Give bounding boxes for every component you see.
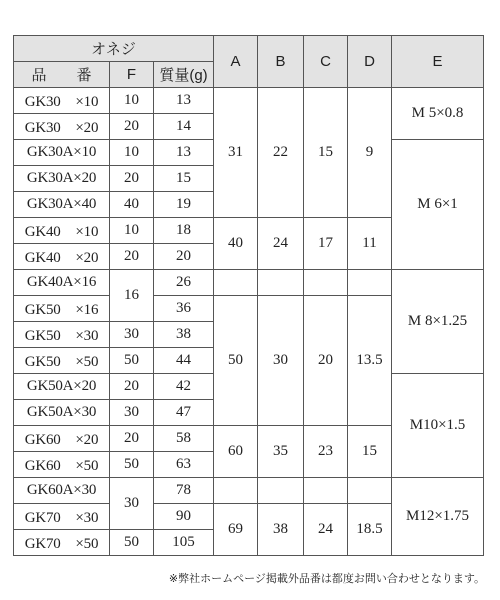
mass-cell: 26 — [154, 270, 214, 296]
mass-cell: 13 — [154, 140, 214, 166]
f-cell: 30 — [110, 400, 154, 426]
header-male-thread: オネジ — [14, 36, 214, 62]
mass-cell: 18 — [154, 218, 214, 244]
table-row — [14, 88, 484, 114]
part-number-cell: GK50 ×50 — [14, 348, 110, 374]
mass-cell: 14 — [154, 114, 214, 140]
part-number-cell: GK40 ×10 — [14, 218, 110, 244]
part-number-cell: GK30A×40 — [14, 192, 110, 218]
part-number-cell: GK60 ×50 — [14, 452, 110, 478]
mass-cell: 36 — [154, 296, 214, 322]
a-cell: 40 — [214, 218, 258, 270]
a-cell: 31 — [214, 88, 258, 218]
c-cell: 24 — [304, 504, 348, 556]
mass-cell: 42 — [154, 374, 214, 400]
d-cell: 11 — [348, 218, 392, 270]
part-number-cell: GK30 ×20 — [14, 114, 110, 140]
part-number-cell: GK60 ×20 — [14, 426, 110, 452]
mass-cell: 58 — [154, 426, 214, 452]
thread-size-cell: M 6×1 — [392, 140, 484, 270]
f-cell: 10 — [110, 140, 154, 166]
a-cell-empty — [214, 478, 258, 504]
thread-size-cell: M 8×1.25 — [392, 270, 484, 374]
part-number-cell: GK30 ×10 — [14, 88, 110, 114]
part-number-cell: GK50A×20 — [14, 374, 110, 400]
f-cell: 20 — [110, 166, 154, 192]
f-cell: 16 — [110, 270, 154, 322]
thread-size-cell: M 5×0.8 — [392, 88, 484, 140]
mass-cell: 63 — [154, 452, 214, 478]
b-cell: 22 — [258, 88, 304, 218]
thread-size-cell: M12×1.75 — [392, 478, 484, 556]
part-number-cell: GK70 ×30 — [14, 504, 110, 530]
f-cell: 20 — [110, 374, 154, 400]
mass-cell: 13 — [154, 88, 214, 114]
b-cell: 30 — [258, 296, 304, 426]
b-cell: 24 — [258, 218, 304, 270]
d-cell-empty — [348, 270, 392, 296]
f-cell: 50 — [110, 348, 154, 374]
part-number-cell: GK60A×30 — [14, 478, 110, 504]
d-cell: 9 — [348, 88, 392, 218]
c-cell: 15 — [304, 88, 348, 218]
part-number-cell: GK30A×20 — [14, 166, 110, 192]
mass-cell: 15 — [154, 166, 214, 192]
b-cell-empty — [258, 478, 304, 504]
f-cell: 30 — [110, 478, 154, 530]
header-f: F — [110, 62, 154, 88]
header-mass: 質量(g) — [154, 62, 214, 88]
a-cell: 69 — [214, 504, 258, 556]
mass-cell: 78 — [154, 478, 214, 504]
f-cell: 50 — [110, 530, 154, 556]
a-cell: 60 — [214, 426, 258, 478]
part-number-cell: GK50A×30 — [14, 400, 110, 426]
header-d: D — [348, 36, 392, 88]
f-cell: 50 — [110, 452, 154, 478]
part-number-cell: GK40 ×20 — [14, 244, 110, 270]
d-cell-empty — [348, 478, 392, 504]
b-cell: 35 — [258, 426, 304, 478]
a-cell: 50 — [214, 296, 258, 426]
mass-cell: 47 — [154, 400, 214, 426]
c-cell: 23 — [304, 426, 348, 478]
part-number-cell: GK30A×10 — [14, 140, 110, 166]
f-cell: 10 — [110, 218, 154, 244]
part-number-cell: GK50 ×30 — [14, 322, 110, 348]
f-cell: 40 — [110, 192, 154, 218]
b-cell: 38 — [258, 504, 304, 556]
header-a: A — [214, 36, 258, 88]
header-b: B — [258, 36, 304, 88]
f-cell: 30 — [110, 322, 154, 348]
header-e: E — [392, 36, 484, 88]
mass-cell: 38 — [154, 322, 214, 348]
d-cell: 15 — [348, 426, 392, 478]
part-number-cell: GK40A×16 — [14, 270, 110, 296]
c-cell-empty — [304, 270, 348, 296]
b-cell-empty — [258, 270, 304, 296]
d-cell: 13.5 — [348, 296, 392, 426]
spec-table — [13, 35, 484, 556]
part-number-cell: GK50 ×16 — [14, 296, 110, 322]
mass-cell: 105 — [154, 530, 214, 556]
header-part-number: 品 番 — [14, 62, 110, 88]
mass-cell: 19 — [154, 192, 214, 218]
c-cell-empty — [304, 478, 348, 504]
d-cell: 18.5 — [348, 504, 392, 556]
mass-cell: 44 — [154, 348, 214, 374]
thread-size-cell: M10×1.5 — [392, 374, 484, 478]
f-cell: 10 — [110, 88, 154, 114]
footnote: ※弊社ホームページ掲載外品番は都度お問い合わせとなります。 — [168, 572, 485, 585]
c-cell: 20 — [304, 296, 348, 426]
f-cell: 20 — [110, 426, 154, 452]
table-row — [14, 270, 484, 296]
mass-cell: 90 — [154, 504, 214, 530]
a-cell-empty — [214, 270, 258, 296]
mass-cell: 20 — [154, 244, 214, 270]
table-row — [14, 478, 484, 504]
part-number-cell: GK70 ×50 — [14, 530, 110, 556]
c-cell: 17 — [304, 218, 348, 270]
f-cell: 20 — [110, 244, 154, 270]
header-c: C — [304, 36, 348, 88]
f-cell: 20 — [110, 114, 154, 140]
